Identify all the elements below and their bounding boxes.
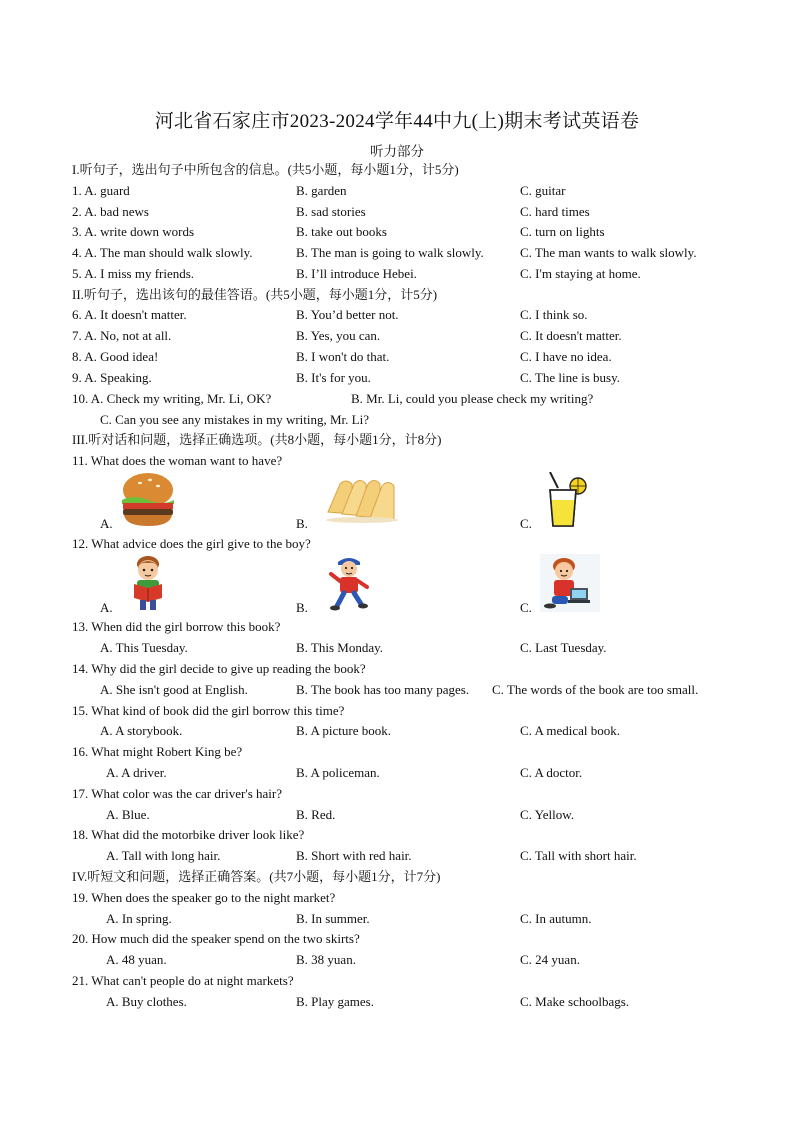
q20-stem: 20. How much did the speaker spend on the two skirts? [72, 931, 360, 946]
q11-label-b: B. [296, 516, 308, 531]
q12-stem: 12. What advice does the girl give to the boy? [72, 536, 311, 551]
q18-stem: 18. What did the motorbike driver look like? [72, 827, 305, 842]
q6-option-a: 6. A. It doesn't matter. [72, 307, 187, 322]
q4-option-b: B. The man is going to walk slowly. [296, 245, 484, 260]
q21-option-c: C. Make schoolbags. [520, 994, 630, 1009]
lemonade-glass-icon [544, 472, 590, 528]
q16-option-a: A. A driver. [106, 765, 167, 780]
q5-option-c: C. I'm staying at home. [520, 266, 641, 281]
bread-slices-icon [322, 474, 400, 524]
q16-stem: 16. What might Robert King be? [72, 744, 243, 759]
q16-option-b: B. A policeman. [296, 765, 380, 780]
hamburger-icon [120, 470, 176, 528]
q9-option-c: C. The line is busy. [520, 370, 621, 385]
section-3-heading: III.听对话和问题，选择正确选项。(共8小题，每小题1分，计8分) [72, 432, 442, 447]
q21-option-b: B. Play games. [296, 994, 374, 1009]
q11-label-c: C. [520, 516, 532, 531]
q7-option-b: B. Yes, you can. [296, 328, 381, 343]
q15-option-a: A. A storybook. [100, 723, 183, 738]
boy-reading-icon [128, 554, 168, 612]
boy-laptop-icon [540, 554, 600, 612]
q19-option-c: C. In autumn. [520, 911, 592, 926]
q2-option-c: C. hard times [520, 204, 590, 219]
q13-stem: 13. When did the girl borrow this book? [72, 619, 281, 634]
q21-option-a: A. Buy clothes. [106, 994, 187, 1009]
q20-option-c: C. 24 yuan. [520, 952, 580, 967]
q12-label-c: C. [520, 600, 532, 615]
q12-label-a: A. [100, 600, 113, 615]
q18-option-c: C. Tall with short hair. [520, 848, 637, 863]
q10-option-a: 10. A. Check my writing, Mr. Li, OK? [72, 391, 272, 406]
q17-option-b: B. Red. [296, 807, 336, 822]
q17-stem: 17. What color was the car driver's hair? [72, 786, 283, 801]
q10-option-b: B. Mr. Li, could you please check my writing? [351, 391, 594, 406]
section-4-heading: IV.听短文和问题，选择正确答案。(共7小题，每小题1分，计7分) [72, 869, 441, 884]
q13-option-c: C. Last Tuesday. [520, 640, 607, 655]
q4-option-c: C. The man wants to walk slowly. [520, 245, 697, 260]
q8-option-a: 8. A. Good idea! [72, 349, 159, 364]
q1-option-a: 1. A. guard [72, 183, 130, 198]
q4-option-a: 4. A. The man should walk slowly. [72, 245, 253, 260]
q2-option-a: 2. A. bad news [72, 204, 149, 219]
q14-option-a: A. She isn't good at English. [100, 682, 248, 697]
q9-option-b: B. It's for you. [296, 370, 371, 385]
q12-label-b: B. [296, 600, 308, 615]
q7-option-c: C. It doesn't matter. [520, 328, 622, 343]
q18-option-b: B. Short with red hair. [296, 848, 412, 863]
q15-option-b: B. A picture book. [296, 723, 391, 738]
q15-option-c: C. A medical book. [520, 723, 621, 738]
q2-option-b: B. sad stories [296, 204, 366, 219]
q17-option-c: C. Yellow. [520, 807, 575, 822]
q10-option-c: C. Can you see any mistakes in my writing, Mr. Li? [100, 412, 369, 427]
q19-stem: 19. When does the speaker go to the night market? [72, 890, 336, 905]
q11-label-a: A. [100, 516, 113, 531]
section-2-heading: II.听句子，选出该句的最佳答语。(共5小题，每小题1分，计5分) [72, 287, 438, 302]
q16-option-c: C. A doctor. [520, 765, 583, 780]
q20-option-b: B. 38 yuan. [296, 952, 356, 967]
q1-option-c: C. guitar [520, 183, 566, 198]
q5-option-b: B. I’ll introduce Hebei. [296, 266, 417, 281]
q18-option-a: A. Tall with long hair. [106, 848, 221, 863]
q14-stem: 14. Why did the girl decide to give up reading the book? [72, 661, 366, 676]
q15-stem: 15. What kind of book did the girl borrow this time? [72, 703, 345, 718]
page-subtitle: 听力部分 [370, 144, 424, 159]
q8-option-b: B. I won't do that. [296, 349, 390, 364]
boy-running-icon [328, 554, 370, 612]
q3-option-a: 3. A. write down words [72, 224, 195, 239]
q20-option-a: A. 48 yuan. [106, 952, 167, 967]
q14-option-c: C. The words of the book are too small. [492, 682, 699, 697]
q6-option-c: C. I think so. [520, 307, 588, 322]
q17-option-a: A. Blue. [106, 807, 150, 822]
q9-option-a: 9. A. Speaking. [72, 370, 152, 385]
q5-option-a: 5. A. I miss my friends. [72, 266, 195, 281]
q14-option-b: B. The book has too many pages. [296, 682, 470, 697]
q6-option-b: B. You’d better not. [296, 307, 399, 322]
q3-option-b: B. take out books [296, 224, 387, 239]
q11-stem: 11. What does the woman want to have? [72, 453, 283, 468]
q7-option-a: 7. A. No, not at all. [72, 328, 172, 343]
q3-option-c: C. turn on lights [520, 224, 605, 239]
q19-option-a: A. In spring. [106, 911, 172, 926]
q13-option-b: B. This Monday. [296, 640, 384, 655]
q1-option-b: B. garden [296, 183, 347, 198]
q21-stem: 21. What can't people do at night markets? [72, 973, 294, 988]
q8-option-c: C. I have no idea. [520, 349, 612, 364]
page-title: 河北省石家庄市2023-2024学年44中九(上)期末考试英语卷 [154, 111, 640, 132]
q13-option-a: A. This Tuesday. [100, 640, 188, 655]
q19-option-b: B. In summer. [296, 911, 370, 926]
section-1-heading: I.听句子，选出句子中所包含的信息。(共5小题，每小题1分，计5分) [72, 162, 459, 177]
